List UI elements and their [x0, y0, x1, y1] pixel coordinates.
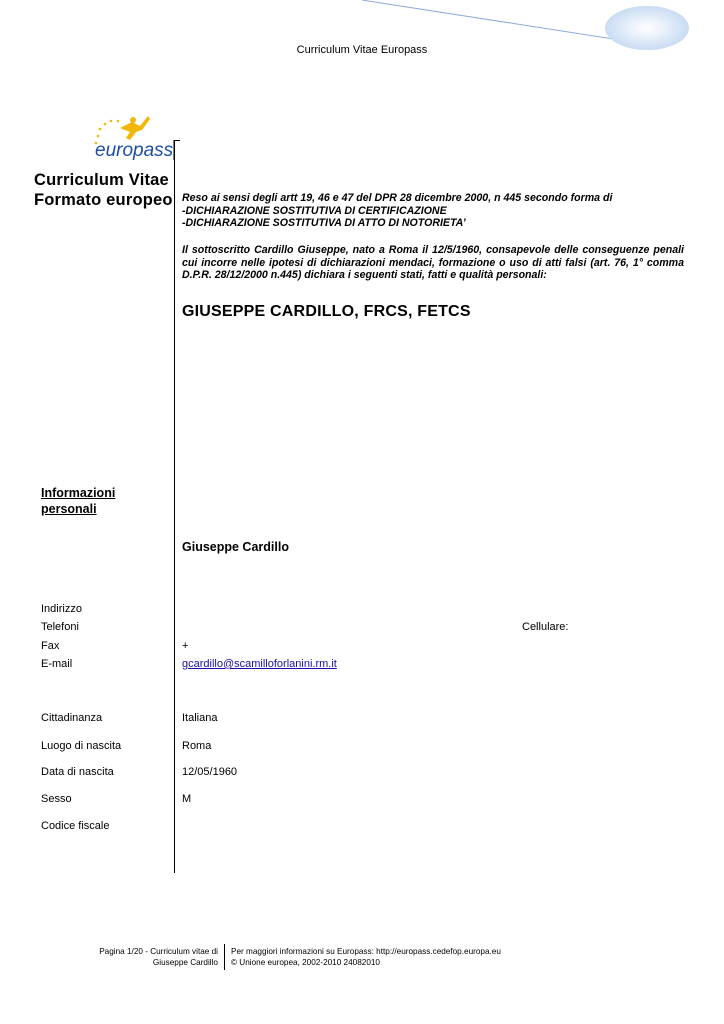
- footer-right-line1: Per maggiori informazioni su Europass: http://europass.cedefop.europa.eu: [231, 947, 501, 956]
- email-link[interactable]: gcardillo@scamilloforlanini.rm.it: [182, 658, 337, 670]
- label-luogo-nascita: Luogo di nascita: [41, 740, 122, 752]
- label-fax: Fax: [41, 640, 60, 652]
- declaration-paragraph: Il sottoscritto Cardillo Giuseppe, nato a Roma il 12/5/1960, consapevole delle conseguenze penali cui incorre nelle ipotesi di dichiarazioni mendaci, formazione o uso di atti falsi (art. 76, 1° comma D.P.R. 28/12/2000 n.445) dichiara i seguenti stati, fatti e qualità personali:: [182, 244, 684, 282]
- declaration-line3: -DICHIARAZIONE SOSTITUTIVA DI ATTO DI NOTORIETA’: [182, 217, 466, 230]
- declaration-line2: -DICHIARAZIONE SOSTITUTIVA DI CERTIFICAZIONE: [182, 204, 447, 217]
- label-codice-fiscale: Codice fiscale: [41, 820, 110, 832]
- section-title-line1: Informazioni: [41, 486, 116, 500]
- declaration-line1: Reso ai sensi degli artt 19, 46 e 47 del DPR 28 dicembre 2000, n 445 secondo forma di: [182, 192, 613, 204]
- footer-left-line1: Pagina 1/20 - Curriculum vitae di: [99, 947, 218, 956]
- value-fax: +: [182, 640, 189, 652]
- person-name: Giuseppe Cardillo: [182, 540, 289, 554]
- logo-text: europass: [95, 140, 174, 160]
- footer-divider: [224, 944, 225, 970]
- footer-right-line2: © Unione europea, 2002-2010 24082010: [231, 958, 380, 967]
- label-cittadinanza: Cittadinanza: [41, 712, 103, 724]
- value-sesso: M: [182, 793, 192, 805]
- value-luogo-nascita: Roma: [182, 740, 212, 752]
- label-data-nascita: Data di nascita: [41, 766, 114, 778]
- main-name-heading: GIUSEPPE CARDILLO, FRCS, FETCS: [182, 303, 471, 320]
- cv-title: [34, 170, 173, 210]
- footer-left-line2: Giuseppe Cardillo: [152, 958, 218, 967]
- cv-title-line2: Formato europeo: [34, 191, 173, 209]
- europass-logo: [90, 110, 176, 165]
- label-sesso: Sesso: [41, 793, 72, 805]
- column-divider: [174, 140, 175, 873]
- section-title-line2: personali: [41, 502, 97, 516]
- section-title-personal-info: [41, 485, 115, 517]
- cv-title-line1: Curriculum Vitae: [34, 171, 169, 189]
- declaration-header: [182, 192, 684, 230]
- footer-info: [231, 946, 501, 968]
- value-cittadinanza: Italiana: [182, 712, 218, 724]
- label-indirizzo: Indirizzo: [41, 603, 82, 615]
- europass-logo-icon: [90, 110, 176, 160]
- footer-page-info: [90, 946, 218, 968]
- running-header: Curriculum Vitae Europass: [296, 44, 428, 56]
- label-email: E-mail: [41, 658, 73, 670]
- label-cellulare: Cellulare:: [522, 621, 569, 633]
- label-telefoni: Telefoni: [41, 621, 79, 633]
- value-data-nascita: 12/05/1960: [182, 766, 238, 778]
